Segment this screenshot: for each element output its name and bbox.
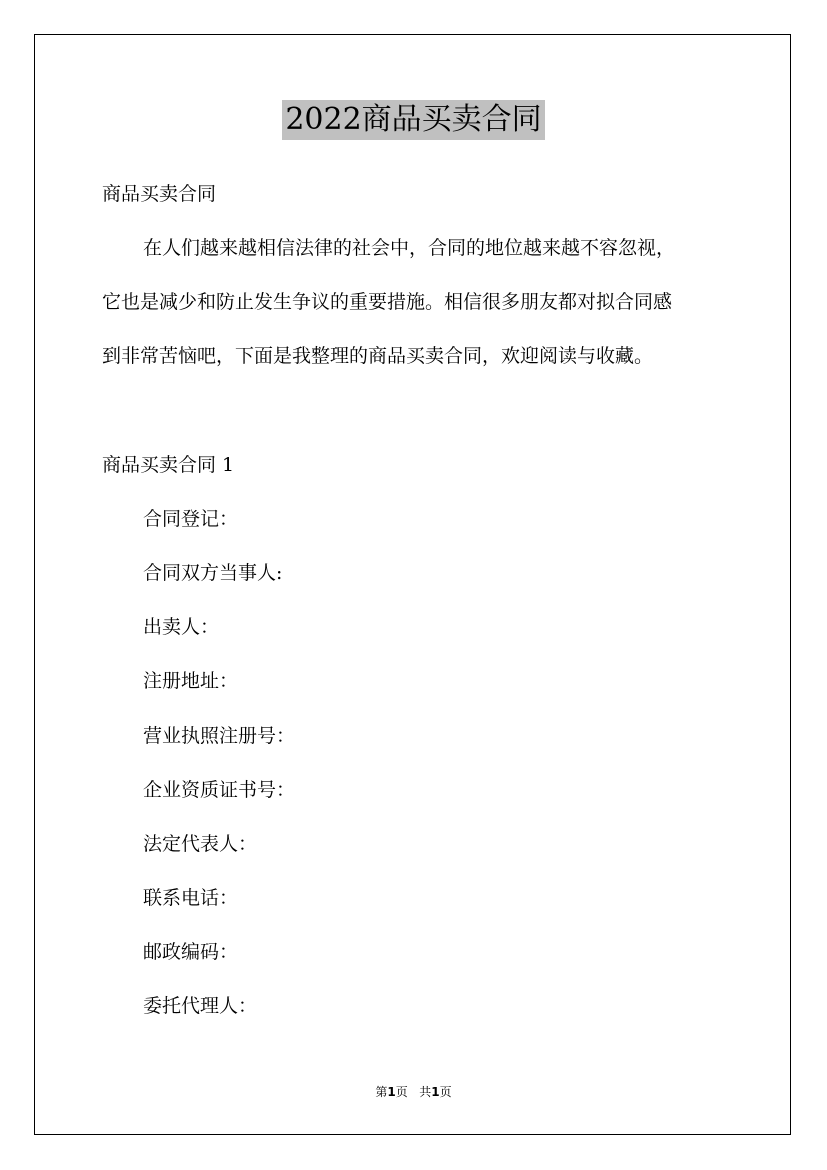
field-registered-address: 注册地址： bbox=[143, 670, 239, 692]
intro-line-1: 在人们越来越相信法律的社会中，合同的地位越来越不容忽视， bbox=[143, 237, 676, 259]
field-seller: 出卖人： bbox=[143, 616, 220, 638]
document-title: 2022商品买卖合同 bbox=[282, 100, 544, 140]
footer-total-suffix: 页 bbox=[439, 1085, 452, 1099]
footer-total-number: 1 bbox=[431, 1085, 440, 1099]
field-postal-code: 邮政编码： bbox=[143, 941, 239, 963]
footer-page-suffix: 页 bbox=[395, 1085, 408, 1099]
title-container bbox=[0, 100, 827, 140]
section-heading: 商品买卖合同 1 bbox=[102, 454, 235, 476]
field-legal-representative: 法定代表人： bbox=[143, 833, 258, 855]
footer-total-prefix: 共 bbox=[419, 1085, 432, 1099]
field-authorized-agent: 委托代理人： bbox=[143, 995, 258, 1017]
field-phone: 联系电话： bbox=[143, 887, 239, 909]
field-business-license-number: 营业执照注册号： bbox=[143, 725, 296, 747]
footer-page-prefix: 第 bbox=[375, 1085, 388, 1099]
field-contract-parties: 合同双方当事人: bbox=[143, 562, 283, 584]
footer-page-number: 1 bbox=[387, 1085, 396, 1099]
intro-line-2: 它也是减少和防止发生争议的重要措施。相信很多朋友都对拟合同感 bbox=[102, 291, 673, 313]
intro-line-3: 到非常苦恼吧，下面是我整理的商品买卖合同，欢迎阅读与收藏。 bbox=[102, 345, 654, 367]
page-footer bbox=[0, 1084, 827, 1100]
document-subtitle: 商品买卖合同 bbox=[102, 183, 217, 205]
field-qualification-certificate-number: 企业资质证书号： bbox=[143, 779, 296, 801]
field-contract-registration: 合同登记： bbox=[143, 508, 239, 530]
